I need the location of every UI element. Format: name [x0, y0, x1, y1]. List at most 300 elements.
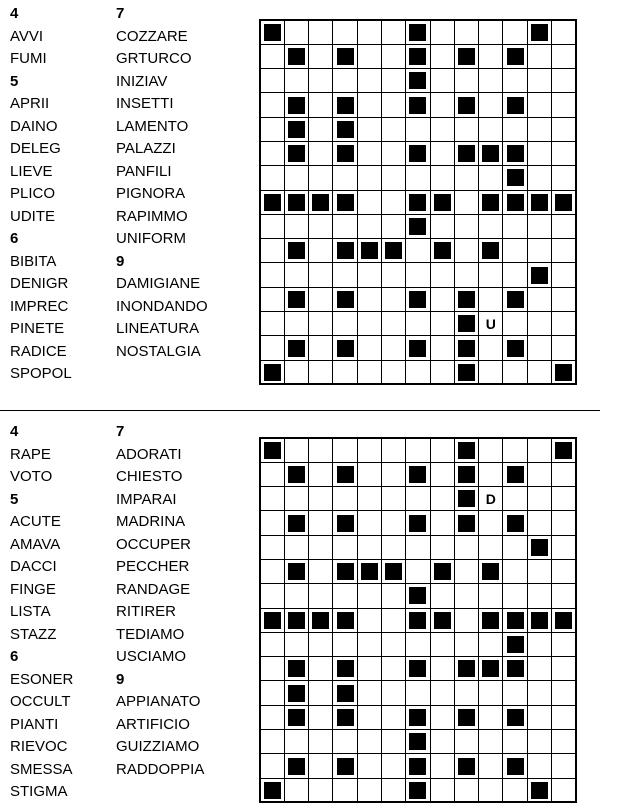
empty-cell[interactable] [357, 93, 381, 117]
black-cell[interactable] [333, 754, 357, 778]
empty-cell[interactable] [357, 141, 381, 165]
empty-cell[interactable] [552, 730, 576, 754]
black-cell[interactable] [479, 608, 503, 632]
empty-cell[interactable] [260, 336, 284, 360]
black-cell[interactable] [454, 287, 478, 311]
empty-cell[interactable] [381, 263, 405, 287]
empty-cell[interactable] [381, 778, 405, 802]
black-cell[interactable] [333, 511, 357, 535]
empty-cell[interactable] [381, 681, 405, 705]
empty-cell[interactable] [381, 312, 405, 336]
empty-cell[interactable] [479, 117, 503, 141]
black-cell[interactable] [333, 657, 357, 681]
black-cell[interactable] [479, 657, 503, 681]
empty-cell[interactable] [454, 239, 478, 263]
empty-cell[interactable] [406, 487, 430, 511]
black-cell[interactable] [406, 141, 430, 165]
empty-cell[interactable] [527, 584, 551, 608]
black-cell[interactable] [479, 190, 503, 214]
empty-cell[interactable] [260, 214, 284, 238]
empty-cell[interactable] [430, 632, 454, 656]
empty-cell[interactable] [284, 487, 308, 511]
empty-cell[interactable] [503, 559, 527, 583]
empty-cell[interactable] [527, 166, 551, 190]
empty-cell[interactable] [430, 360, 454, 384]
black-cell[interactable] [406, 657, 430, 681]
black-cell[interactable] [503, 608, 527, 632]
empty-cell[interactable] [284, 730, 308, 754]
empty-cell[interactable] [309, 214, 333, 238]
empty-cell[interactable] [430, 214, 454, 238]
empty-cell[interactable] [479, 287, 503, 311]
black-cell[interactable] [454, 44, 478, 68]
empty-cell[interactable] [357, 117, 381, 141]
empty-cell[interactable] [454, 584, 478, 608]
black-cell[interactable] [260, 360, 284, 384]
empty-cell[interactable] [260, 239, 284, 263]
empty-cell[interactable] [333, 166, 357, 190]
black-cell[interactable] [333, 44, 357, 68]
empty-cell[interactable] [381, 511, 405, 535]
empty-cell[interactable] [527, 69, 551, 93]
empty-cell[interactable] [552, 632, 576, 656]
empty-cell[interactable] [503, 535, 527, 559]
empty-cell[interactable] [552, 214, 576, 238]
empty-cell[interactable] [503, 20, 527, 44]
empty-cell[interactable] [552, 263, 576, 287]
empty-cell[interactable] [381, 535, 405, 559]
empty-cell[interactable] [309, 438, 333, 462]
empty-cell[interactable] [309, 141, 333, 165]
empty-cell[interactable] [309, 657, 333, 681]
black-cell[interactable] [333, 93, 357, 117]
black-cell[interactable] [503, 632, 527, 656]
black-cell[interactable] [333, 141, 357, 165]
black-cell[interactable] [454, 141, 478, 165]
empty-cell[interactable] [430, 44, 454, 68]
black-cell[interactable] [333, 239, 357, 263]
empty-cell[interactable] [260, 705, 284, 729]
empty-cell[interactable] [552, 535, 576, 559]
empty-cell[interactable] [309, 632, 333, 656]
empty-cell[interactable] [454, 681, 478, 705]
empty-cell[interactable] [503, 438, 527, 462]
black-cell[interactable] [454, 754, 478, 778]
empty-cell[interactable] [381, 632, 405, 656]
empty-cell[interactable] [309, 20, 333, 44]
empty-cell[interactable] [284, 312, 308, 336]
empty-cell[interactable] [381, 462, 405, 486]
black-cell[interactable] [284, 705, 308, 729]
black-cell[interactable] [333, 462, 357, 486]
empty-cell[interactable] [430, 657, 454, 681]
black-cell[interactable] [284, 559, 308, 583]
black-cell[interactable] [406, 705, 430, 729]
empty-cell[interactable] [333, 312, 357, 336]
black-cell[interactable] [381, 559, 405, 583]
black-cell[interactable] [527, 535, 551, 559]
empty-cell[interactable] [260, 632, 284, 656]
black-cell[interactable] [284, 239, 308, 263]
empty-cell[interactable] [333, 214, 357, 238]
empty-cell[interactable] [454, 263, 478, 287]
empty-cell[interactable] [552, 239, 576, 263]
empty-cell[interactable] [357, 681, 381, 705]
empty-cell[interactable] [333, 730, 357, 754]
empty-cell[interactable] [260, 312, 284, 336]
empty-cell[interactable] [357, 632, 381, 656]
empty-cell[interactable] [260, 535, 284, 559]
black-cell[interactable] [333, 705, 357, 729]
empty-cell[interactable] [503, 69, 527, 93]
empty-cell[interactable] [357, 608, 381, 632]
empty-cell[interactable] [357, 166, 381, 190]
empty-cell[interactable] [260, 487, 284, 511]
empty-cell[interactable] [479, 632, 503, 656]
empty-cell[interactable] [381, 360, 405, 384]
empty-cell[interactable] [430, 705, 454, 729]
empty-cell[interactable] [454, 632, 478, 656]
black-cell[interactable] [527, 608, 551, 632]
empty-cell[interactable] [503, 214, 527, 238]
empty-cell[interactable] [309, 263, 333, 287]
empty-cell[interactable] [381, 657, 405, 681]
empty-cell[interactable] [479, 705, 503, 729]
empty-cell[interactable] [381, 487, 405, 511]
empty-cell[interactable] [357, 657, 381, 681]
empty-cell[interactable] [552, 20, 576, 44]
empty-cell[interactable] [454, 20, 478, 44]
empty-cell[interactable] [552, 166, 576, 190]
given-letter-cell[interactable]: D [479, 487, 503, 511]
black-cell[interactable] [260, 190, 284, 214]
empty-cell[interactable] [479, 360, 503, 384]
black-cell[interactable] [503, 462, 527, 486]
empty-cell[interactable] [381, 754, 405, 778]
empty-cell[interactable] [430, 535, 454, 559]
empty-cell[interactable] [357, 535, 381, 559]
empty-cell[interactable] [527, 239, 551, 263]
black-cell[interactable] [357, 239, 381, 263]
empty-cell[interactable] [309, 360, 333, 384]
empty-cell[interactable] [527, 44, 551, 68]
empty-cell[interactable] [406, 632, 430, 656]
black-cell[interactable] [503, 190, 527, 214]
empty-cell[interactable] [479, 681, 503, 705]
black-cell[interactable] [406, 44, 430, 68]
empty-cell[interactable] [309, 511, 333, 535]
empty-cell[interactable] [333, 20, 357, 44]
empty-cell[interactable] [309, 730, 333, 754]
empty-cell[interactable] [357, 511, 381, 535]
empty-cell[interactable] [527, 141, 551, 165]
empty-cell[interactable] [479, 754, 503, 778]
empty-cell[interactable] [260, 287, 284, 311]
black-cell[interactable] [284, 462, 308, 486]
empty-cell[interactable] [552, 681, 576, 705]
black-cell[interactable] [406, 69, 430, 93]
empty-cell[interactable] [430, 263, 454, 287]
black-cell[interactable] [284, 117, 308, 141]
empty-cell[interactable] [309, 239, 333, 263]
black-cell[interactable] [454, 360, 478, 384]
black-cell[interactable] [406, 778, 430, 802]
black-cell[interactable] [430, 608, 454, 632]
empty-cell[interactable] [260, 584, 284, 608]
empty-cell[interactable] [309, 287, 333, 311]
black-cell[interactable] [260, 778, 284, 802]
empty-cell[interactable] [309, 69, 333, 93]
empty-cell[interactable] [381, 287, 405, 311]
empty-cell[interactable] [479, 535, 503, 559]
black-cell[interactable] [333, 190, 357, 214]
black-cell[interactable] [454, 657, 478, 681]
black-cell[interactable] [260, 608, 284, 632]
empty-cell[interactable] [357, 778, 381, 802]
empty-cell[interactable] [527, 336, 551, 360]
empty-cell[interactable] [284, 69, 308, 93]
empty-cell[interactable] [357, 214, 381, 238]
empty-cell[interactable] [357, 69, 381, 93]
black-cell[interactable] [333, 608, 357, 632]
empty-cell[interactable] [430, 20, 454, 44]
empty-cell[interactable] [381, 190, 405, 214]
empty-cell[interactable] [552, 657, 576, 681]
black-cell[interactable] [406, 336, 430, 360]
empty-cell[interactable] [357, 336, 381, 360]
empty-cell[interactable] [284, 535, 308, 559]
empty-cell[interactable] [260, 511, 284, 535]
black-cell[interactable] [430, 239, 454, 263]
empty-cell[interactable] [552, 778, 576, 802]
empty-cell[interactable] [454, 559, 478, 583]
empty-cell[interactable] [357, 44, 381, 68]
empty-cell[interactable] [527, 559, 551, 583]
black-cell[interactable] [284, 141, 308, 165]
empty-cell[interactable] [309, 754, 333, 778]
empty-cell[interactable] [309, 705, 333, 729]
empty-cell[interactable] [381, 438, 405, 462]
empty-cell[interactable] [406, 681, 430, 705]
black-cell[interactable] [406, 20, 430, 44]
empty-cell[interactable] [479, 438, 503, 462]
empty-cell[interactable] [454, 166, 478, 190]
empty-cell[interactable] [454, 69, 478, 93]
empty-cell[interactable] [430, 117, 454, 141]
empty-cell[interactable] [333, 263, 357, 287]
empty-cell[interactable] [454, 190, 478, 214]
black-cell[interactable] [406, 93, 430, 117]
empty-cell[interactable] [381, 44, 405, 68]
empty-cell[interactable] [406, 312, 430, 336]
empty-cell[interactable] [357, 263, 381, 287]
empty-cell[interactable] [284, 584, 308, 608]
empty-cell[interactable] [430, 487, 454, 511]
black-cell[interactable] [406, 730, 430, 754]
empty-cell[interactable] [260, 44, 284, 68]
empty-cell[interactable] [381, 214, 405, 238]
empty-cell[interactable] [479, 778, 503, 802]
empty-cell[interactable] [503, 239, 527, 263]
empty-cell[interactable] [552, 44, 576, 68]
empty-cell[interactable] [260, 681, 284, 705]
black-cell[interactable] [406, 287, 430, 311]
empty-cell[interactable] [503, 263, 527, 287]
empty-cell[interactable] [333, 360, 357, 384]
empty-cell[interactable] [479, 462, 503, 486]
empty-cell[interactable] [406, 117, 430, 141]
black-cell[interactable] [479, 141, 503, 165]
black-cell[interactable] [284, 190, 308, 214]
empty-cell[interactable] [381, 705, 405, 729]
empty-cell[interactable] [454, 608, 478, 632]
empty-cell[interactable] [454, 730, 478, 754]
black-cell[interactable] [503, 93, 527, 117]
empty-cell[interactable] [284, 632, 308, 656]
black-cell[interactable] [333, 287, 357, 311]
empty-cell[interactable] [381, 584, 405, 608]
empty-cell[interactable] [503, 312, 527, 336]
black-cell[interactable] [430, 559, 454, 583]
empty-cell[interactable] [381, 69, 405, 93]
empty-cell[interactable] [527, 754, 551, 778]
empty-cell[interactable] [479, 730, 503, 754]
black-cell[interactable] [333, 681, 357, 705]
black-cell[interactable] [333, 336, 357, 360]
empty-cell[interactable] [527, 438, 551, 462]
empty-cell[interactable] [309, 166, 333, 190]
black-cell[interactable] [454, 438, 478, 462]
empty-cell[interactable] [357, 730, 381, 754]
empty-cell[interactable] [381, 20, 405, 44]
empty-cell[interactable] [333, 69, 357, 93]
empty-cell[interactable] [260, 141, 284, 165]
black-cell[interactable] [333, 559, 357, 583]
empty-cell[interactable] [309, 559, 333, 583]
empty-cell[interactable] [503, 117, 527, 141]
empty-cell[interactable] [552, 754, 576, 778]
black-cell[interactable] [454, 93, 478, 117]
black-cell[interactable] [309, 190, 333, 214]
black-cell[interactable] [552, 360, 576, 384]
empty-cell[interactable] [430, 336, 454, 360]
empty-cell[interactable] [552, 559, 576, 583]
empty-cell[interactable] [406, 559, 430, 583]
empty-cell[interactable] [381, 166, 405, 190]
empty-cell[interactable] [527, 312, 551, 336]
empty-cell[interactable] [479, 44, 503, 68]
black-cell[interactable] [503, 141, 527, 165]
empty-cell[interactable] [527, 730, 551, 754]
empty-cell[interactable] [357, 20, 381, 44]
black-cell[interactable] [527, 778, 551, 802]
empty-cell[interactable] [333, 438, 357, 462]
empty-cell[interactable] [430, 93, 454, 117]
empty-cell[interactable] [381, 336, 405, 360]
empty-cell[interactable] [552, 312, 576, 336]
empty-cell[interactable] [430, 754, 454, 778]
empty-cell[interactable] [552, 287, 576, 311]
black-cell[interactable] [552, 190, 576, 214]
empty-cell[interactable] [430, 166, 454, 190]
empty-cell[interactable] [406, 166, 430, 190]
empty-cell[interactable] [406, 263, 430, 287]
black-cell[interactable] [503, 44, 527, 68]
empty-cell[interactable] [430, 287, 454, 311]
black-cell[interactable] [454, 705, 478, 729]
black-cell[interactable] [503, 657, 527, 681]
black-cell[interactable] [527, 263, 551, 287]
empty-cell[interactable] [309, 778, 333, 802]
black-cell[interactable] [284, 511, 308, 535]
empty-cell[interactable] [284, 778, 308, 802]
black-cell[interactable] [527, 190, 551, 214]
empty-cell[interactable] [284, 20, 308, 44]
empty-cell[interactable] [333, 778, 357, 802]
empty-cell[interactable] [479, 93, 503, 117]
empty-cell[interactable] [309, 117, 333, 141]
empty-cell[interactable] [479, 166, 503, 190]
black-cell[interactable] [381, 239, 405, 263]
empty-cell[interactable] [527, 360, 551, 384]
empty-cell[interactable] [406, 239, 430, 263]
black-cell[interactable] [309, 608, 333, 632]
empty-cell[interactable] [333, 632, 357, 656]
empty-cell[interactable] [309, 93, 333, 117]
black-cell[interactable] [503, 511, 527, 535]
black-cell[interactable] [479, 559, 503, 583]
black-cell[interactable] [454, 487, 478, 511]
empty-cell[interactable] [284, 360, 308, 384]
empty-cell[interactable] [260, 462, 284, 486]
empty-cell[interactable] [479, 20, 503, 44]
empty-cell[interactable] [260, 657, 284, 681]
black-cell[interactable] [333, 117, 357, 141]
black-cell[interactable] [454, 511, 478, 535]
black-cell[interactable] [406, 190, 430, 214]
black-cell[interactable] [406, 214, 430, 238]
black-cell[interactable] [284, 754, 308, 778]
empty-cell[interactable] [527, 511, 551, 535]
empty-cell[interactable] [430, 778, 454, 802]
empty-cell[interactable] [503, 584, 527, 608]
empty-cell[interactable] [430, 681, 454, 705]
empty-cell[interactable] [552, 584, 576, 608]
empty-cell[interactable] [479, 263, 503, 287]
empty-cell[interactable] [430, 730, 454, 754]
black-cell[interactable] [430, 190, 454, 214]
black-cell[interactable] [503, 754, 527, 778]
black-cell[interactable] [527, 20, 551, 44]
empty-cell[interactable] [381, 93, 405, 117]
black-cell[interactable] [357, 559, 381, 583]
empty-cell[interactable] [357, 287, 381, 311]
given-letter-cell[interactable]: U [479, 312, 503, 336]
empty-cell[interactable] [309, 44, 333, 68]
empty-cell[interactable] [503, 730, 527, 754]
empty-cell[interactable] [527, 93, 551, 117]
black-cell[interactable] [552, 438, 576, 462]
empty-cell[interactable] [260, 559, 284, 583]
empty-cell[interactable] [527, 462, 551, 486]
black-cell[interactable] [454, 336, 478, 360]
black-cell[interactable] [454, 312, 478, 336]
black-cell[interactable] [503, 287, 527, 311]
empty-cell[interactable] [503, 778, 527, 802]
black-cell[interactable] [284, 93, 308, 117]
empty-cell[interactable] [381, 141, 405, 165]
empty-cell[interactable] [527, 214, 551, 238]
